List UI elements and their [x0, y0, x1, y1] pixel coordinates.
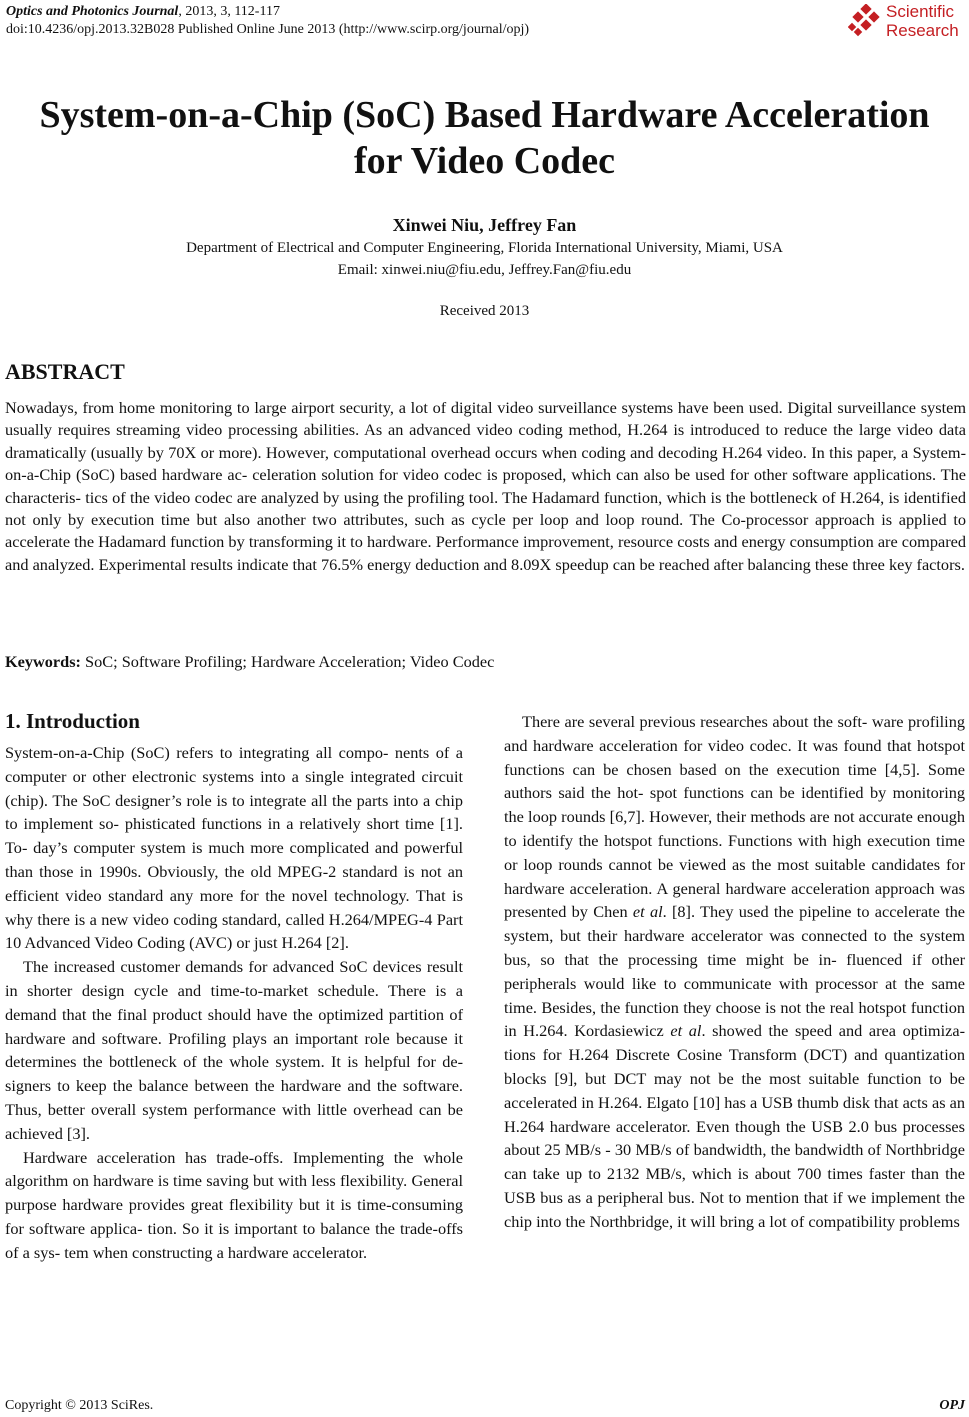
- abstract-heading: ABSTRACT: [5, 359, 125, 384]
- affiliation: Department of Electrical and Computer Engineering, Florida International University, Miami, USA: [186, 240, 783, 256]
- paragraph: There are several previous researches about the soft- ware profiling and hardware acceleration for video codec. It was found that hotspot functions can be chosen based on the execution time [4,5]. Some authors said the hot- spot functions can be identified by monitoring the loop rounds [6,7]. However, their methods are not accurate enough to identify the hotspot functions. Functions with high execution time or loop rounds cannot be viewed as the most suitable candidates for hardware acceleration. A general hardware acceleration approach was presented by Chen et al. [8]. They used the pipeline to accelerate the system, but their hardware accelerator was connected to the system bus, so that the processing time might be in- fluenced if other peripherals would like to communicate with processor at the same time. Besides, the function they choose is not the real hotspot function in H.264. Kordasiewicz et al. showed the speed and area optimiza- tions for H.264 Discrete Cosine Transform (DCT) and quantization blocks [9], but DCT may not be the most suitable function to be accelerated in H.264. Elgato [10] has a USB thumb disk that acts as an H.264 hardware accelerator. Even though the USB 2.0 bus processes about 25 MB/s - 30 MB/s of bandwidth, the bandwidth of Northbridge can take up to 2132 MB/s, which is about 700 times faster than the USB bus as a peripheral bus. Not to mention that if we implement the chip into the Northbridge, it will bring a lot of compatibility problems: [504, 712, 965, 1231]
- email: Email: xinwei.niu@fiu.edu, Jeffrey.Fan@fiu.edu: [337, 262, 632, 278]
- et-al: et al: [670, 1021, 702, 1041]
- authors: Xinwei Niu, Jeffrey Fan: [392, 215, 577, 235]
- copyright: Copyright © 2013 SciRes.: [5, 1398, 154, 1413]
- running-header: [6, 3, 529, 39]
- journal-volume: , 2013, 3, 112-117: [178, 4, 280, 19]
- et-al: et al: [632, 902, 663, 922]
- publisher-logo: [846, 2, 968, 42]
- received-date: Received 2013: [439, 303, 530, 319]
- paper-title: System-on-a-Chip (SoC) Based Hardware Acceleration for Video Codec: [39, 94, 930, 182]
- scirp-logo-icon: [848, 4, 884, 40]
- left-column: [5, 741, 463, 1265]
- keywords: [5, 651, 494, 673]
- journal-citation: [6, 3, 529, 21]
- abstract-text: Nowadays, from home monitoring to large airport security, a lot of digital video surveillance systems have been used. Digital surveillance system usually requires streaming video processing abilities. As an advanced video coding method, H.264 is introduced to reduce the large video data dramatically (usually by 70X or more). However, computational overhead occurs when coding and decoding H.264 video. In this paper, a System-on-a-Chip (SoC) based hardware ac- celeration solution for video codec is proposed, which can also be used for other software applications. The characteris- tics of the video codec are analyzed by using the profiling tool. The Hadamard function, which is the bottleneck of H.264, is identified not only by execution time but also another two attributes, such as cycle per loop and loop round. The Co-processor approach is applied to accelerate the Hadamard function by transforming it to hardware. Performance improvement, resource costs and energy consumption are compared and analyzed. Experimental results indicate that 76.5% energy deduction and 8.09X speedup can be reached after balancing these three key factors.: [5, 398, 966, 574]
- journal-name: Optics and Photonics Journal: [6, 4, 179, 19]
- paragraph: System-on-a-Chip (SoC) refers to integrating all compo- nents of a computer or other electronic systems into a single integrated circuit (chip). The SoC designer’s role is to integrate all the parts into a chip to implement so- phisticated functions in a relatively short time [1]. To- day’s computer system is much more complicated and powerful than those in 1990s. Obviously, the old MPEG-2 standard is not an efficient video standard any more for the novel technology. That is why there is a new video coding standard, called H.264/MPEG-4 Part 10 Advanced Video Coding (AVC) or just H.264 [2].: [5, 743, 463, 953]
- paragraph: Hardware acceleration has trade-offs. Implementing the whole algorithm on hardware is time saving but with less flexibility. General purpose hardware provides great flexibility but it is time-consuming for software applica- tion. So it is important to balance the trade-offs of a sys- tem when constructing a hardware accelerator.: [5, 1147, 463, 1262]
- journal-abbr: OPJ: [939, 1398, 965, 1413]
- keywords-text: SoC; Software Profiling; Hardware Acceleration; Video Codec: [80, 652, 495, 671]
- right-column: [504, 710, 965, 1234]
- doi-line: doi:10.4236/opj.2013.32B028 Published Online June 2013 (http://www.scirp.org/journal/opj): [6, 22, 530, 37]
- publisher-name: Scientific Research: [886, 2, 959, 40]
- section-heading-introduction: 1. Introduction: [5, 709, 140, 733]
- keywords-label: Keywords:: [5, 652, 81, 671]
- paragraph: The increased customer demands for advanced SoC devices result in shorter design cycle and time-to-market schedule. There is a demand that the final product should have the optimized partition of hardware and software. Profiling plays an important role because it determines the bottleneck of the whole system. It is helpful for de- signers to keep the balance between the hardware and the software. Thus, better overall system performance with little overhead can be achieved [3].: [5, 957, 463, 1143]
- page-footer: [5, 1397, 965, 1415]
